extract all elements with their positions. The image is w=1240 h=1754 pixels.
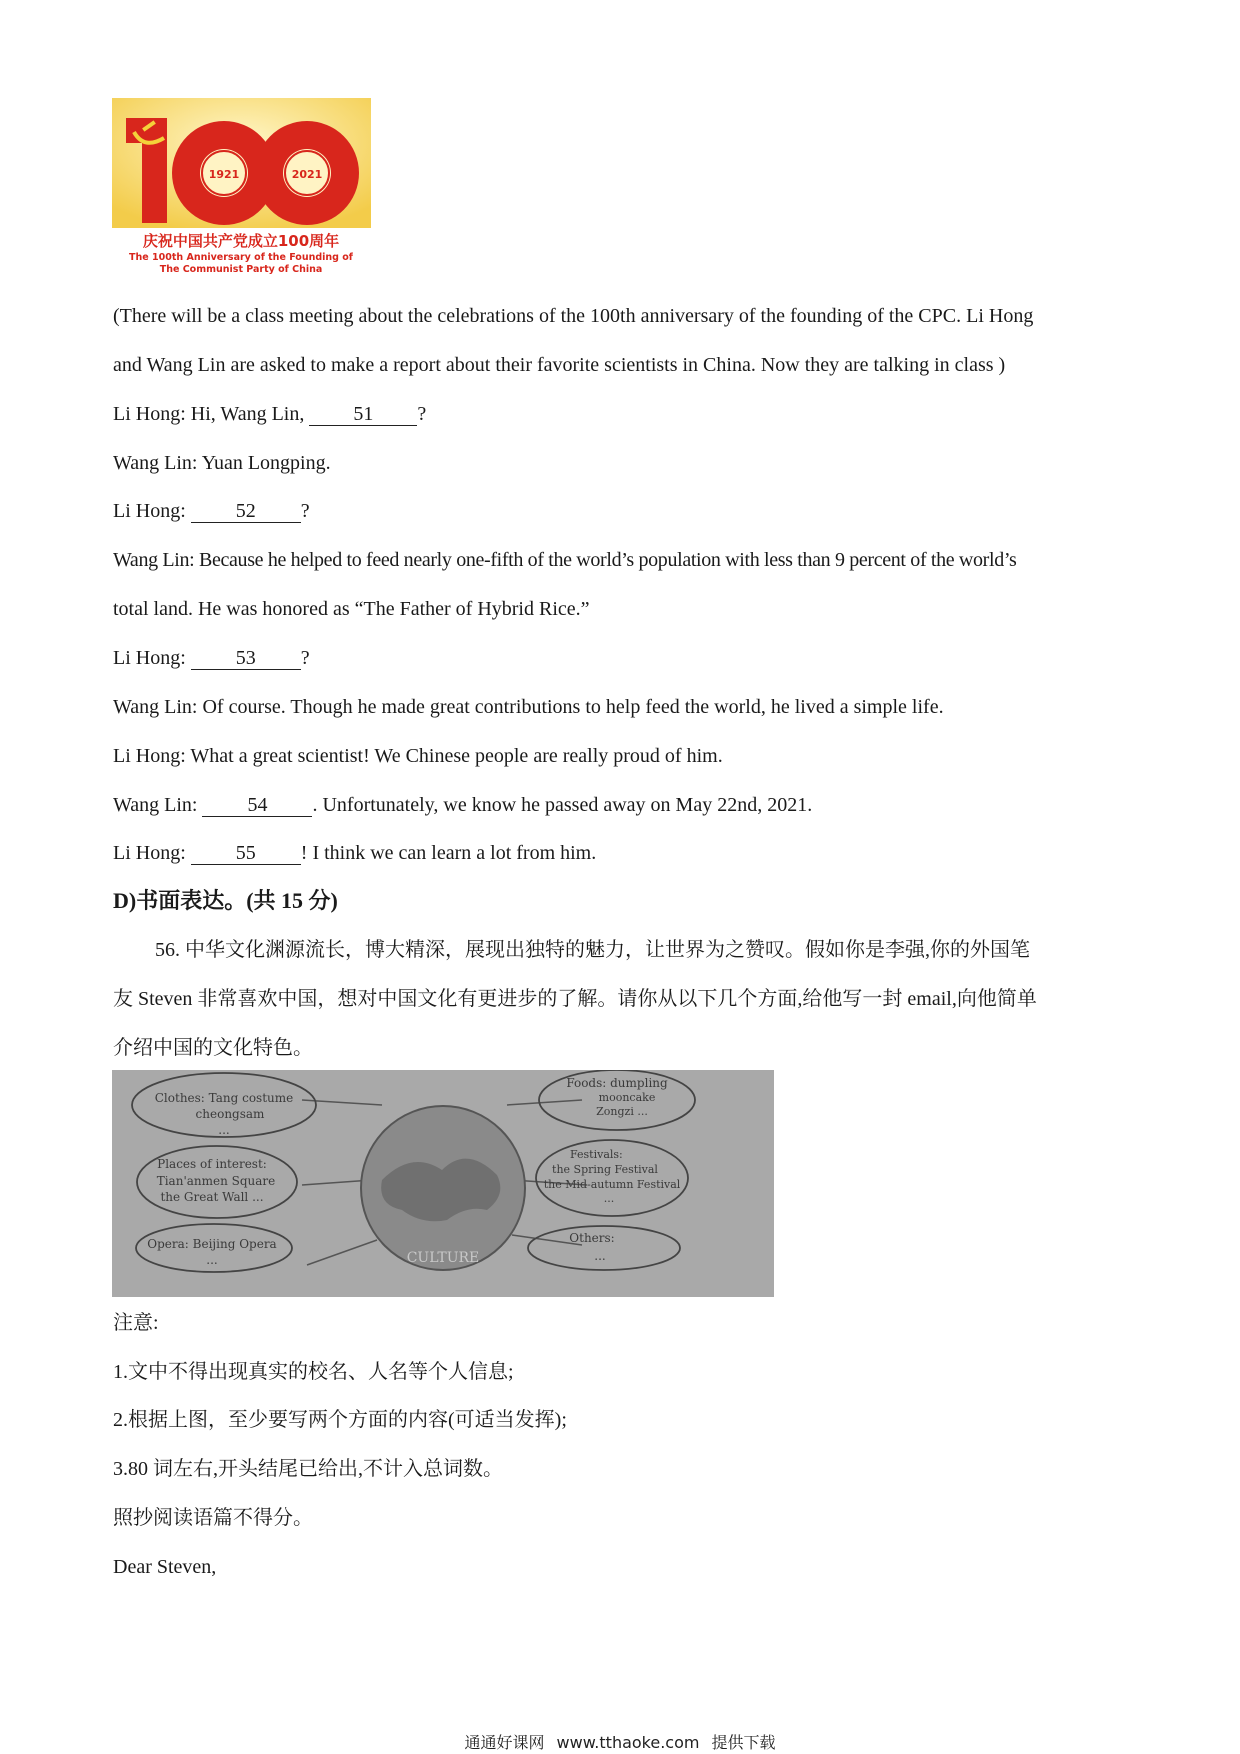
dialogue-text: ? xyxy=(300,500,310,522)
dialogue-text: . Unfortunately, we know he passed away on May 22nd, 2021. xyxy=(312,794,813,816)
dialogue-line xyxy=(113,645,310,671)
dialogue-line xyxy=(113,596,590,622)
note-1: 1.文中不得出现真实的校名、人名等个人信息; xyxy=(113,1361,514,1383)
writing-prompt-line-3: 介绍中国的文化特色。 xyxy=(113,1037,313,1059)
mindmap-foods-item-2: Zongzi ... xyxy=(596,1105,648,1118)
page-footer xyxy=(0,1730,1240,1753)
answer-blank-51[interactable]: 51 xyxy=(309,403,417,426)
mindmap-festivals-more: ... xyxy=(603,1192,615,1205)
culture-mindmap-image xyxy=(112,1070,774,1297)
dialogue-text: Li Hong: xyxy=(113,500,191,522)
mindmap-festivals-item-2: the Mid-autumn Festival xyxy=(543,1178,681,1191)
intro-line-2: and Wang Lin are asked to make a report about their favorite scientists in China. Now they are talking in class ) xyxy=(113,354,1006,376)
writing-prompt-line-2: 友 Steven 非常喜欢中国，想对中国文化有更进步的了解。请你从以下几个方面,给他写一封 email,向他简单 xyxy=(113,988,1037,1010)
answer-blank-54[interactable]: 54 xyxy=(202,794,312,817)
answer-blank-52[interactable]: 52 xyxy=(191,500,301,523)
intro-line-1: (There will be a class meeting about the celebrations of the 100th anniversary of the founding of the CPC. Li Hong xyxy=(113,305,1034,327)
mindmap-opera-title: Opera: Beijing Opera xyxy=(147,1237,277,1251)
notes-heading: 注意: xyxy=(113,1312,159,1334)
dialogue-text: ? xyxy=(417,403,427,425)
dialogue-text: Wang Lin: xyxy=(113,794,203,816)
logo-caption-cn: 庆祝中国共产党成立100周年 xyxy=(142,232,340,250)
cpc-100th-logo xyxy=(112,98,371,276)
letter-greeting: Dear Steven, xyxy=(113,1556,217,1578)
dialogue-text: Li Hong: Hi, Wang Lin, xyxy=(113,403,310,425)
mindmap-places-item-1: Tian'anmen Square xyxy=(156,1174,276,1188)
mindmap-festivals-title: Festivals: xyxy=(570,1148,623,1161)
writing-prompt-line-1: 56. 中华文化渊源流长，博大精深，展现出独特的魅力，让世界为之赞叹。假如你是李强,你的外国笔 xyxy=(155,939,1030,961)
dialogue-line xyxy=(113,840,596,866)
year-left: 1921 xyxy=(208,168,240,181)
dialogue-text: Wang Lin: Because he helped to feed nearly one-fifth of the world’s population with less than 9 percent of the world’s xyxy=(113,549,1017,571)
dialogue-text: ? xyxy=(300,647,310,669)
dialogue-line xyxy=(113,547,1017,573)
mindmap-figure xyxy=(112,1070,774,1297)
dialogue-text: Wang Lin: Yuan Longping. xyxy=(113,452,331,474)
dialogue-line xyxy=(113,401,426,427)
answer-blank-55[interactable]: 55 xyxy=(191,842,301,865)
dialogue-text: ! I think we can learn a lot from him. xyxy=(300,842,597,864)
answer-blank-53[interactable]: 53 xyxy=(191,647,301,670)
mindmap-clothes-more: ... xyxy=(218,1123,230,1137)
dialogue-text: Li Hong: What a great scientist! We Chinese people are really proud of him. xyxy=(113,745,723,767)
mindmap-clothes-item: cheongsam xyxy=(195,1107,265,1121)
mindmap-opera-more: ... xyxy=(206,1253,218,1267)
dialogue-line xyxy=(113,792,812,818)
mindmap-places-item-2: the Great Wall ... xyxy=(160,1190,264,1204)
mindmap-festivals-item-1: the Spring Festival xyxy=(552,1163,658,1176)
note-3: 3.80 词左右,开头结尾已给出,不计入总词数。 xyxy=(113,1458,503,1480)
section-d-title: D)书面表达。(共 15 分) xyxy=(113,888,338,913)
dialogue-line xyxy=(113,498,310,524)
dialogue-line xyxy=(113,743,723,769)
footer-suffix: 提供下载 xyxy=(711,1733,776,1752)
globe-icon xyxy=(361,1106,525,1270)
mindmap-others-title: Others: xyxy=(569,1231,615,1245)
logo-caption-en-2: The Communist Party of China xyxy=(159,264,323,275)
year-right: 2021 xyxy=(291,168,323,181)
mindmap-others-more: ... xyxy=(594,1249,606,1263)
mindmap-clothes-title: Clothes: Tang costume xyxy=(154,1091,294,1105)
note-2: 2.根据上图，至少要写两个方面的内容(可适当发挥); xyxy=(113,1409,567,1431)
mindmap-foods-title: Foods: dumpling xyxy=(566,1076,668,1090)
mindmap-foods-item-1: mooncake xyxy=(598,1091,656,1104)
footer-site-name: 通通好课网 xyxy=(464,1733,545,1752)
footer-url-link[interactable]: www.tthaoke.com xyxy=(556,1733,700,1752)
dialogue-text: Li Hong: xyxy=(113,842,191,864)
dialogue-line xyxy=(113,694,944,720)
dialogue-text: Li Hong: xyxy=(113,647,191,669)
dialogue-text: Wang Lin: Of course. Though he made great contributions to help feed the world, he lived a simple life. xyxy=(113,696,944,718)
dialogue-text: total land. He was honored as “The Father of Hybrid Rice.” xyxy=(113,598,590,620)
note-4: 照抄阅读语篇不得分。 xyxy=(113,1507,313,1529)
globe-label: CULTURE xyxy=(406,1250,480,1266)
dialogue-line xyxy=(113,450,331,476)
anniversary-emblem xyxy=(112,98,371,276)
mindmap-places-title: Places of interest: xyxy=(157,1157,267,1171)
logo-caption-en-1: The 100th Anniversary of the Founding of xyxy=(129,252,353,263)
